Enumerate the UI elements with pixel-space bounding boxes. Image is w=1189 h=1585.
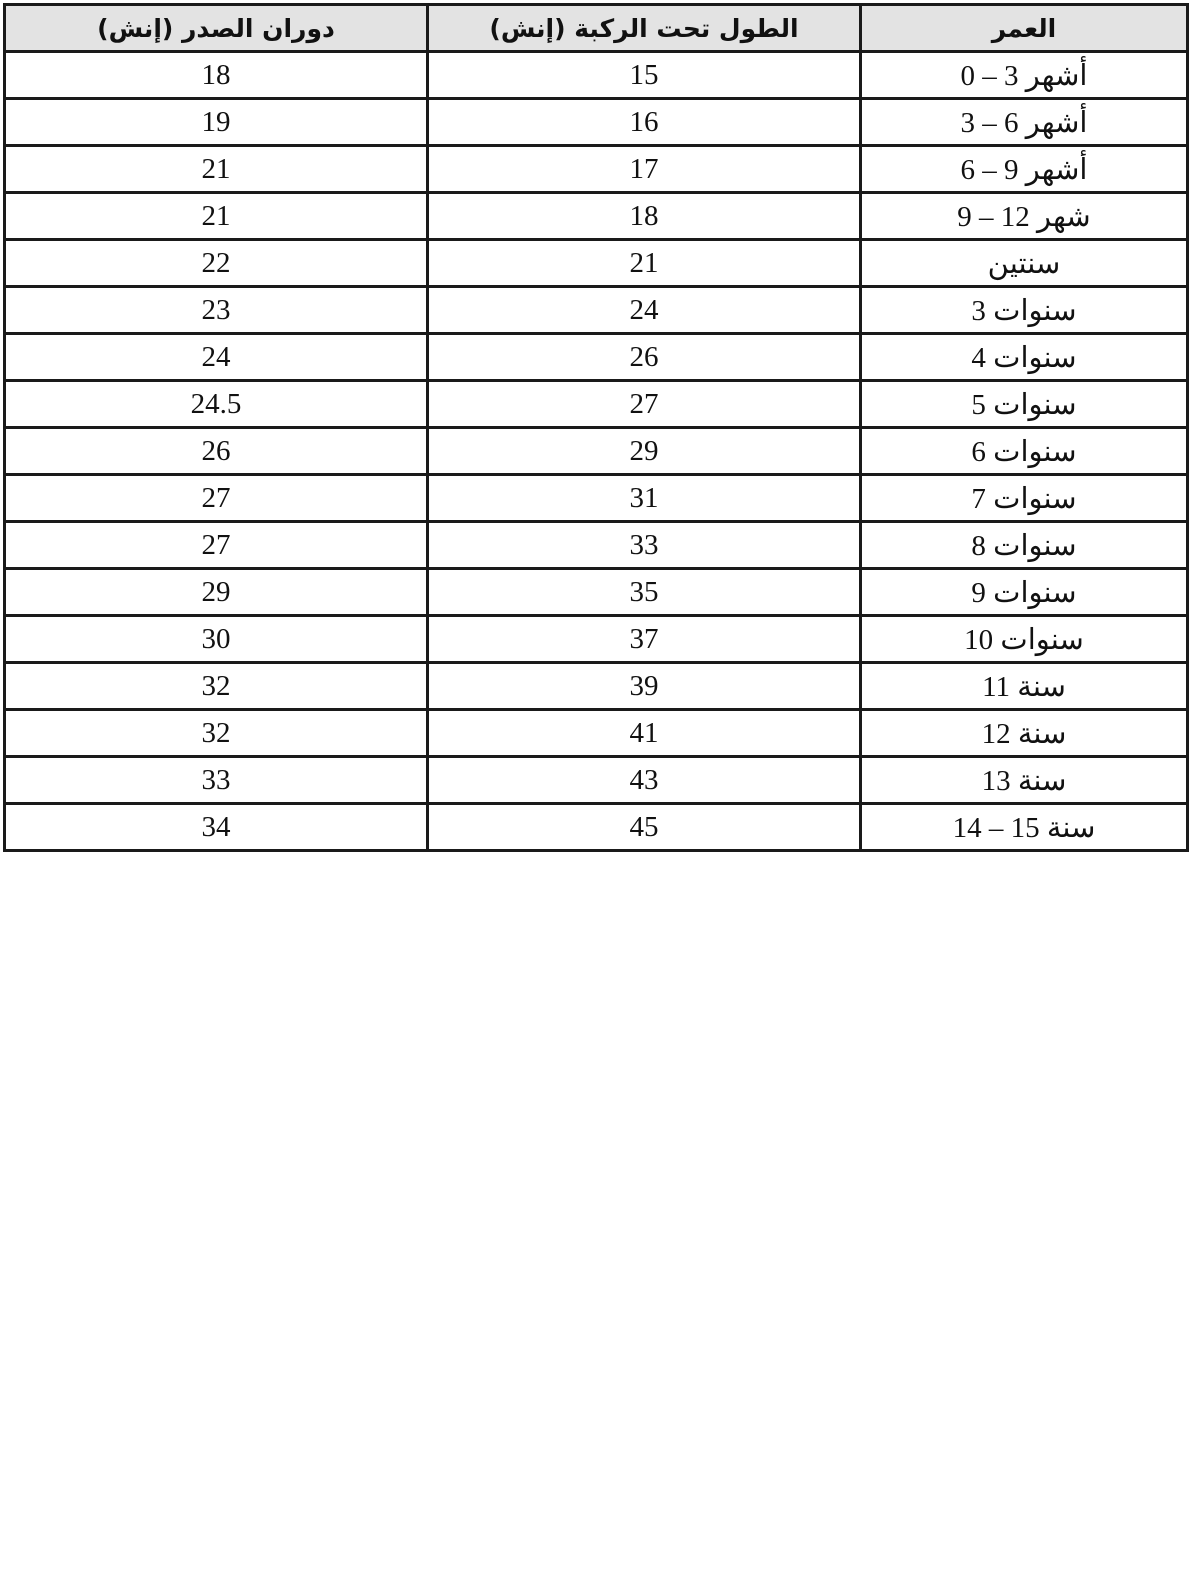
age-cell: سنوات 5 <box>861 381 1188 428</box>
age-cell: سنة 12 <box>861 710 1188 757</box>
chest-cell: 18 <box>5 52 428 99</box>
chest-cell: 34 <box>5 804 428 851</box>
chest-cell: 32 <box>5 710 428 757</box>
chest-cell: 23 <box>5 287 428 334</box>
chest-cell: 30 <box>5 616 428 663</box>
table-row <box>5 475 1188 522</box>
length-cell: 31 <box>428 475 861 522</box>
age-cell: أشهر 6 – 3 <box>861 99 1188 146</box>
age-cell: سنة 15 – 14 <box>861 804 1188 851</box>
table-row <box>5 804 1188 851</box>
age-cell: سنتين <box>861 240 1188 287</box>
length-cell: 39 <box>428 663 861 710</box>
chest-cell: 21 <box>5 146 428 193</box>
length-cell: 33 <box>428 522 861 569</box>
table-row <box>5 757 1188 804</box>
age-cell: سنوات 4 <box>861 334 1188 381</box>
table-row <box>5 381 1188 428</box>
table-row <box>5 52 1188 99</box>
chest-cell: 29 <box>5 569 428 616</box>
table-row <box>5 240 1188 287</box>
length-cell: 15 <box>428 52 861 99</box>
table-row <box>5 146 1188 193</box>
table-row <box>5 569 1188 616</box>
chest-cell: 19 <box>5 99 428 146</box>
age-cell: سنوات 8 <box>861 522 1188 569</box>
length-cell: 27 <box>428 381 861 428</box>
chest-cell: 21 <box>5 193 428 240</box>
chest-cell: 27 <box>5 522 428 569</box>
age-cell: سنوات 9 <box>861 569 1188 616</box>
chest-cell: 24.5 <box>5 381 428 428</box>
age-cell: سنوات 6 <box>861 428 1188 475</box>
chest-cell: 32 <box>5 663 428 710</box>
size-chart-table <box>3 3 1189 852</box>
age-cell: شهر 12 – 9 <box>861 193 1188 240</box>
length-cell: 41 <box>428 710 861 757</box>
chest-cell: 24 <box>5 334 428 381</box>
length-cell: 16 <box>428 99 861 146</box>
age-cell: أشهر 3 – 0 <box>861 52 1188 99</box>
length-cell: 21 <box>428 240 861 287</box>
age-cell: سنة 13 <box>861 757 1188 804</box>
length-cell: 35 <box>428 569 861 616</box>
length-cell: 37 <box>428 616 861 663</box>
header-age: العمر <box>861 5 1188 52</box>
table-row <box>5 522 1188 569</box>
table-row <box>5 287 1188 334</box>
table-body <box>5 52 1188 851</box>
header-length-below-knee: الطول تحت الركبة (إنش) <box>428 5 861 52</box>
table-row <box>5 428 1188 475</box>
length-cell: 43 <box>428 757 861 804</box>
length-cell: 18 <box>428 193 861 240</box>
chest-cell: 26 <box>5 428 428 475</box>
length-cell: 17 <box>428 146 861 193</box>
age-cell: سنوات 3 <box>861 287 1188 334</box>
table-row <box>5 710 1188 757</box>
chest-cell: 22 <box>5 240 428 287</box>
table-row <box>5 334 1188 381</box>
table-row <box>5 663 1188 710</box>
age-cell: أشهر 9 – 6 <box>861 146 1188 193</box>
length-cell: 24 <box>428 287 861 334</box>
chest-cell: 27 <box>5 475 428 522</box>
table-row <box>5 99 1188 146</box>
table-row <box>5 193 1188 240</box>
length-cell: 26 <box>428 334 861 381</box>
header-chest-circumference: دوران الصدر (إنش) <box>5 5 428 52</box>
header-row <box>5 5 1188 52</box>
length-cell: 29 <box>428 428 861 475</box>
chest-cell: 33 <box>5 757 428 804</box>
size-chart-sheet <box>3 3 1186 852</box>
age-cell: سنوات 7 <box>861 475 1188 522</box>
age-cell: سنوات 10 <box>861 616 1188 663</box>
age-cell: سنة 11 <box>861 663 1188 710</box>
table-row <box>5 616 1188 663</box>
table-header <box>5 5 1188 52</box>
length-cell: 45 <box>428 804 861 851</box>
